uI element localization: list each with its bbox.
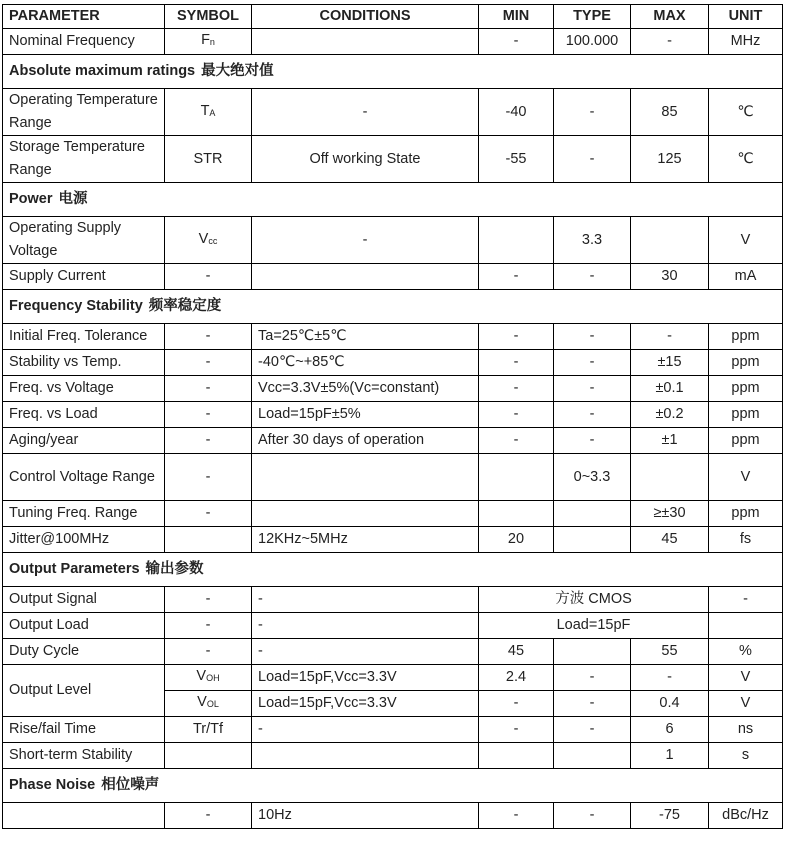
max-cell: - (631, 29, 709, 55)
conditions-cell: Ta=25℃±5℃ (252, 324, 479, 350)
symbol-cell: - (165, 587, 252, 613)
section-title-cn: 最大绝对值 (201, 63, 274, 79)
unit-cell: ppm (709, 428, 783, 454)
unit-cell: s (709, 743, 783, 769)
conditions-cell: - (252, 717, 479, 743)
conditions-cell: - (252, 89, 479, 136)
table-row (3, 89, 783, 136)
symbol-cell (165, 665, 252, 691)
param-cell: Nominal Frequency (3, 29, 165, 55)
min-cell: -55 (479, 136, 554, 183)
table-row (3, 743, 783, 769)
symbol-cell: - (165, 454, 252, 501)
unit-cell: ℃ (709, 136, 783, 183)
table-row (3, 324, 783, 350)
type-cell: 0~3.3 (554, 454, 631, 501)
type-cell: - (554, 264, 631, 290)
symbol-cell: STR (165, 136, 252, 183)
section-row (3, 290, 783, 324)
conditions-cell: Vcc=3.3V±5%(Vc=constant) (252, 376, 479, 402)
type-cell: - (554, 803, 631, 829)
min-cell: - (479, 803, 554, 829)
symbol-cell (165, 527, 252, 553)
spec-table (2, 4, 783, 829)
section-title-en: Power (9, 191, 53, 207)
type-cell: - (554, 691, 631, 717)
table-row (3, 454, 783, 501)
param-cell: Rise/fail Time (3, 717, 165, 743)
unit-cell: MHz (709, 29, 783, 55)
unit-cell: ppm (709, 376, 783, 402)
conditions-cell: -40℃~+85℃ (252, 350, 479, 376)
unit-cell: dBc/Hz (709, 803, 783, 829)
table-row (3, 136, 783, 183)
min-cell: - (479, 717, 554, 743)
type-cell: - (554, 136, 631, 183)
section-title (3, 55, 783, 89)
symbol-cell: - (165, 501, 252, 527)
conditions-cell: Load=15pF,Vcc=3.3V (252, 665, 479, 691)
conditions-cell (252, 743, 479, 769)
max-cell: -75 (631, 803, 709, 829)
section-title-en: Output Parameters (9, 561, 140, 577)
section-title-en: Frequency Stability (9, 298, 143, 314)
conditions-cell: - (252, 639, 479, 665)
symbol-sub: A (209, 107, 216, 118)
type-cell (554, 639, 631, 665)
type-cell (554, 743, 631, 769)
table-row (3, 803, 783, 829)
max-cell: 1 (631, 743, 709, 769)
symbol-cell (165, 691, 252, 717)
min-cell: - (479, 376, 554, 402)
header-type: TYPE (554, 5, 631, 29)
min-cell: 20 (479, 527, 554, 553)
max-cell: ±0.1 (631, 376, 709, 402)
symbol-main: V (197, 694, 207, 710)
param-cell: Operating Temperature Range (3, 89, 165, 136)
section-row (3, 183, 783, 217)
unit-cell: V (709, 217, 783, 264)
symbol-main: T (200, 102, 210, 119)
section-title-cn: 相位噪声 (101, 777, 160, 793)
min-cell: 45 (479, 639, 554, 665)
unit-cell: V (709, 665, 783, 691)
min-cell: 2.4 (479, 665, 554, 691)
param-cell: Output Signal (3, 587, 165, 613)
header-max: MAX (631, 5, 709, 29)
section-row (3, 769, 783, 803)
symbol-main: V (196, 668, 207, 684)
max-cell: ±1 (631, 428, 709, 454)
header-row (3, 5, 783, 29)
section-title-cn: 频率稳定度 (148, 298, 222, 314)
param-cell: Storage Temperature Range (3, 136, 165, 183)
symbol-cell: - (165, 803, 252, 829)
param-cell: Control Voltage Range (3, 454, 165, 501)
conditions-cell: - (252, 217, 479, 264)
table-row (3, 428, 783, 454)
unit-cell: ppm (709, 501, 783, 527)
symbol-cell: - (165, 639, 252, 665)
max-cell: 85 (631, 89, 709, 136)
header-min: MIN (479, 5, 554, 29)
type-cell: - (554, 402, 631, 428)
max-cell: ≥±30 (631, 501, 709, 527)
symbol-cell (165, 29, 252, 55)
min-cell: - (479, 264, 554, 290)
max-cell (631, 454, 709, 501)
symbol-sub: cc (208, 235, 218, 246)
section-title-en: Phase Noise (9, 777, 96, 793)
param-cell: Duty Cycle (3, 639, 165, 665)
conditions-cell (252, 29, 479, 55)
header-parameter: PARAMETER (3, 5, 165, 29)
section-title (3, 290, 783, 324)
symbol-cell: Tr/Tf (165, 717, 252, 743)
unit-cell: ppm (709, 350, 783, 376)
symbol-sub: OL (206, 699, 219, 709)
type-cell: - (554, 89, 631, 136)
min-cell: - (479, 691, 554, 717)
min-cell (479, 454, 554, 501)
conditions-cell: After 30 days of operation (252, 428, 479, 454)
max-cell: 125 (631, 136, 709, 183)
max-cell: 45 (631, 527, 709, 553)
conditions-cell: Load=15pF±5% (252, 402, 479, 428)
max-cell: 30 (631, 264, 709, 290)
section-title (3, 553, 783, 587)
unit-cell: ppm (709, 402, 783, 428)
unit-cell: fs (709, 527, 783, 553)
conditions-cell (252, 501, 479, 527)
symbol-cell: - (165, 402, 252, 428)
conditions-cell: - (252, 587, 479, 613)
symbol-cell (165, 89, 252, 136)
param-cell: Tuning Freq. Range (3, 501, 165, 527)
header-symbol: SYMBOL (165, 5, 252, 29)
max-cell: - (631, 665, 709, 691)
max-cell: 6 (631, 717, 709, 743)
max-cell: - (631, 324, 709, 350)
symbol-sub: n (209, 37, 215, 47)
param-cell: Freq. vs Voltage (3, 376, 165, 402)
param-cell: Jitter@100MHz (3, 527, 165, 553)
section-title (3, 183, 783, 217)
table-row (3, 376, 783, 402)
type-cell: - (554, 665, 631, 691)
header-conditions: CONDITIONS (252, 5, 479, 29)
param-cell: Short-term Stability (3, 743, 165, 769)
type-cell: 100.000 (554, 29, 631, 55)
conditions-cell: 12KHz~5MHz (252, 527, 479, 553)
table-row (3, 217, 783, 264)
table-row (3, 29, 783, 55)
type-cell (554, 501, 631, 527)
symbol-cell: - (165, 350, 252, 376)
spanned-value-cell: 方波 CMOS (479, 587, 709, 613)
header-unit: UNIT (709, 5, 783, 29)
table-row (3, 501, 783, 527)
unit-cell: ℃ (709, 89, 783, 136)
symbol-cell (165, 743, 252, 769)
min-cell: -40 (479, 89, 554, 136)
min-cell: - (479, 402, 554, 428)
table-row (3, 527, 783, 553)
param-cell: Output Load (3, 613, 165, 639)
min-cell (479, 501, 554, 527)
min-cell: - (479, 350, 554, 376)
section-title-cn: 电源 (58, 191, 88, 207)
symbol-cell (165, 217, 252, 264)
table-row (3, 639, 783, 665)
conditions-cell: Load=15pF,Vcc=3.3V (252, 691, 479, 717)
symbol-cell: - (165, 613, 252, 639)
type-cell: - (554, 376, 631, 402)
symbol-cell: - (165, 324, 252, 350)
param-cell: Aging/year (3, 428, 165, 454)
conditions-cell (252, 454, 479, 501)
symbol-main: V (198, 230, 209, 247)
table-row (3, 587, 783, 613)
table-row (3, 717, 783, 743)
min-cell (479, 217, 554, 264)
section-title (3, 769, 783, 803)
max-cell: ±0.2 (631, 402, 709, 428)
unit-cell: - (709, 587, 783, 613)
section-title-en: Absolute maximum ratings (9, 63, 196, 79)
conditions-cell: Off working State (252, 136, 479, 183)
spanned-value-cell: Load=15pF (479, 613, 709, 639)
conditions-cell: 10Hz (252, 803, 479, 829)
conditions-cell: - (252, 613, 479, 639)
table-row (3, 613, 783, 639)
section-title-cn: 输出参数 (145, 561, 204, 577)
symbol-main: F (201, 32, 210, 48)
table-row (3, 350, 783, 376)
unit-cell: % (709, 639, 783, 665)
table-row (3, 402, 783, 428)
max-cell: 0.4 (631, 691, 709, 717)
type-cell: - (554, 717, 631, 743)
type-cell: - (554, 350, 631, 376)
param-cell: Freq. vs Load (3, 402, 165, 428)
max-cell: 55 (631, 639, 709, 665)
symbol-cell: - (165, 264, 252, 290)
type-cell: - (554, 428, 631, 454)
unit-cell: ns (709, 717, 783, 743)
min-cell: - (479, 324, 554, 350)
param-cell: Stability vs Temp. (3, 350, 165, 376)
unit-cell: ppm (709, 324, 783, 350)
param-cell: Supply Current (3, 264, 165, 290)
param-cell (3, 803, 165, 829)
symbol-sub: OH (206, 673, 220, 683)
min-cell: - (479, 29, 554, 55)
min-cell (479, 743, 554, 769)
param-cell: Operating Supply Voltage (3, 217, 165, 264)
symbol-cell: - (165, 428, 252, 454)
type-cell: 3.3 (554, 217, 631, 264)
conditions-cell (252, 264, 479, 290)
unit-cell: V (709, 454, 783, 501)
unit-cell: mA (709, 264, 783, 290)
max-cell (631, 217, 709, 264)
unit-cell: V (709, 691, 783, 717)
param-cell: Output Level (3, 665, 165, 717)
param-cell: Initial Freq. Tolerance (3, 324, 165, 350)
max-cell: ±15 (631, 350, 709, 376)
symbol-cell: - (165, 376, 252, 402)
type-cell: - (554, 324, 631, 350)
section-row (3, 553, 783, 587)
min-cell: - (479, 428, 554, 454)
unit-cell (709, 613, 783, 639)
table-row (3, 264, 783, 290)
type-cell (554, 527, 631, 553)
table-row (3, 665, 783, 691)
section-row (3, 55, 783, 89)
